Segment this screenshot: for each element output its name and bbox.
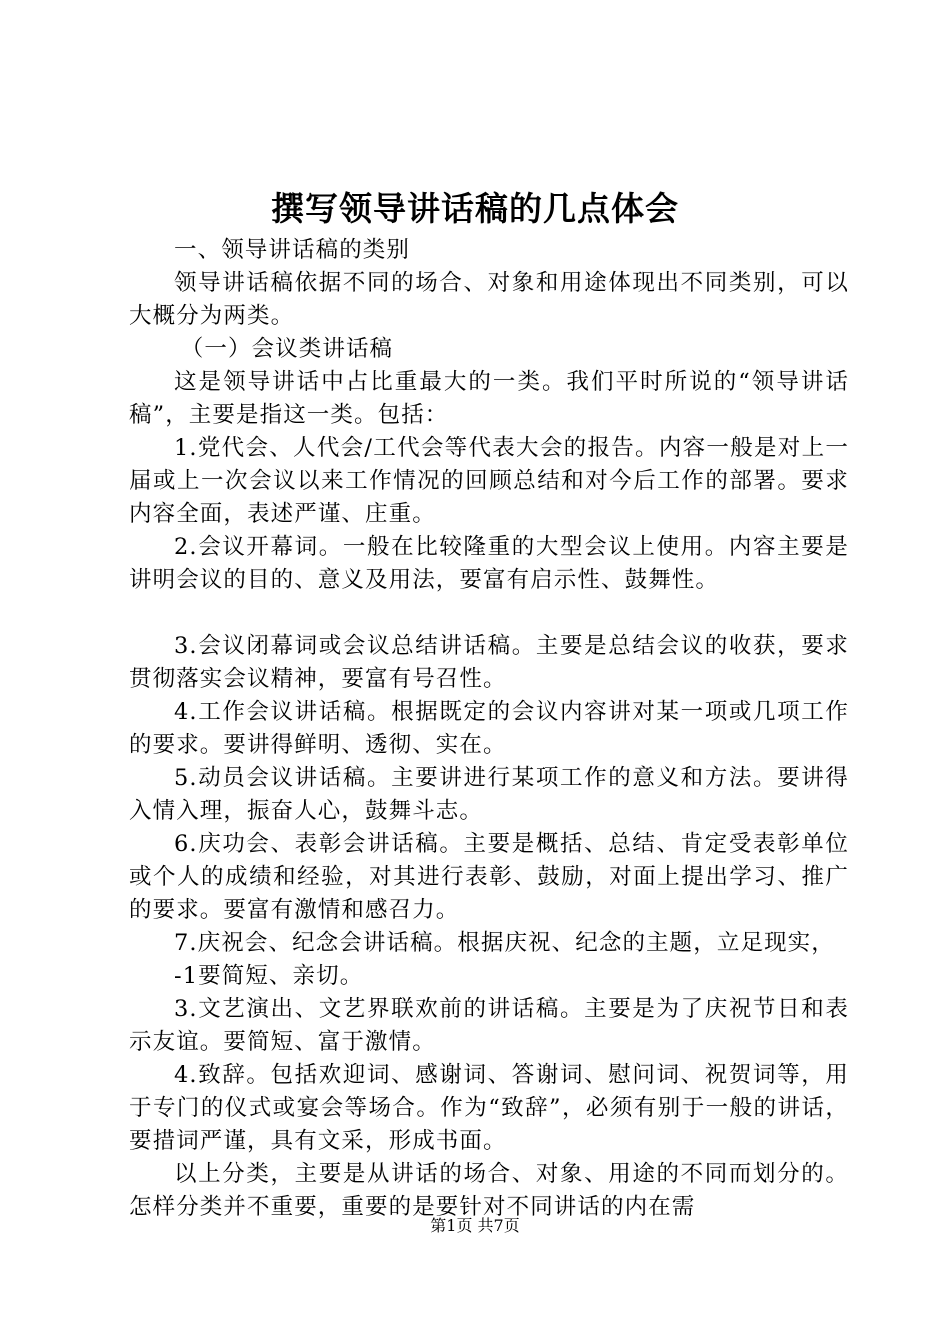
page-footer: 第1页 共7页	[430, 1216, 520, 1235]
list-paragraph: -1要简短、亲切。	[174, 963, 364, 989]
subsection-heading: （一）会议类讲话稿	[180, 336, 394, 362]
body-paragraph: 以上分类，主要是从讲话的场合、对象、用途的不同而划分的。怎样分类并不重要，重要的是要针对不同讲话的内在需	[129, 1161, 849, 1220]
body-paragraph: 领导讲话稿依据不同的场合、对象和用途体现出不同类别，可以大概分为两类。	[129, 270, 849, 329]
list-paragraph: 3.会议闭幕词或会议总结讲话稿。主要是总结会议的收获，要求贯彻落实会议精神，要富有号召性。	[129, 633, 849, 692]
list-paragraph: 4.致辞。包括欢迎词、感谢词、答谢词、慰问词、祝贺词等，用于专门的仪式或宴会等场合。作为“致辞”，必须有别于一般的讲话，要措词严谨，具有文采，形成书面。	[129, 1062, 849, 1154]
list-paragraph: 2.会议开幕词。一般在比较隆重的大型会议上使用。内容主要是讲明会议的目的、意义及用法，要富有启示性、鼓舞性。	[129, 534, 849, 593]
section-heading: 一、领导讲话稿的类别	[174, 237, 411, 263]
list-paragraph: 4.工作会议讲话稿。根据既定的会议内容讲对某一项或几项工作的要求。要讲得鲜明、透彻、实在。	[129, 699, 849, 758]
list-paragraph: 3.文艺演出、文艺界联欢前的讲话稿。主要是为了庆祝节日和表示友谊。要简短、富于激情。	[129, 996, 849, 1055]
document-title: 撰写领导讲话稿的几点体会	[271, 189, 679, 228]
list-paragraph: 5.动员会议讲话稿。主要讲进行某项工作的意义和方法。要讲得入情入理，振奋人心，鼓舞斗志。	[129, 765, 849, 824]
list-paragraph: 6.庆功会、表彰会讲话稿。主要是概括、总结、肯定受表彰单位或个人的成绩和经验，对其进行表彰、鼓励，对面上提出学习、推广的要求。要富有激情和感召力。	[129, 831, 849, 923]
list-paragraph: 1.党代会、人代会/工代会等代表大会的报告。内容一般是对上一届或上一次会议以来工作情况的回顾总结和对今后工作的部署。要求内容全面，表述严谨、庄重。	[129, 435, 849, 527]
body-paragraph: 这是领导讲话中占比重最大的一类。我们平时所说的“领导讲话稿”，主要是指这一类。包括：	[129, 369, 849, 428]
list-paragraph: 7.庆祝会、纪念会讲话稿。根据庆祝、纪念的主题，立足现实，	[174, 930, 835, 956]
document-body	[129, 234, 849, 1224]
